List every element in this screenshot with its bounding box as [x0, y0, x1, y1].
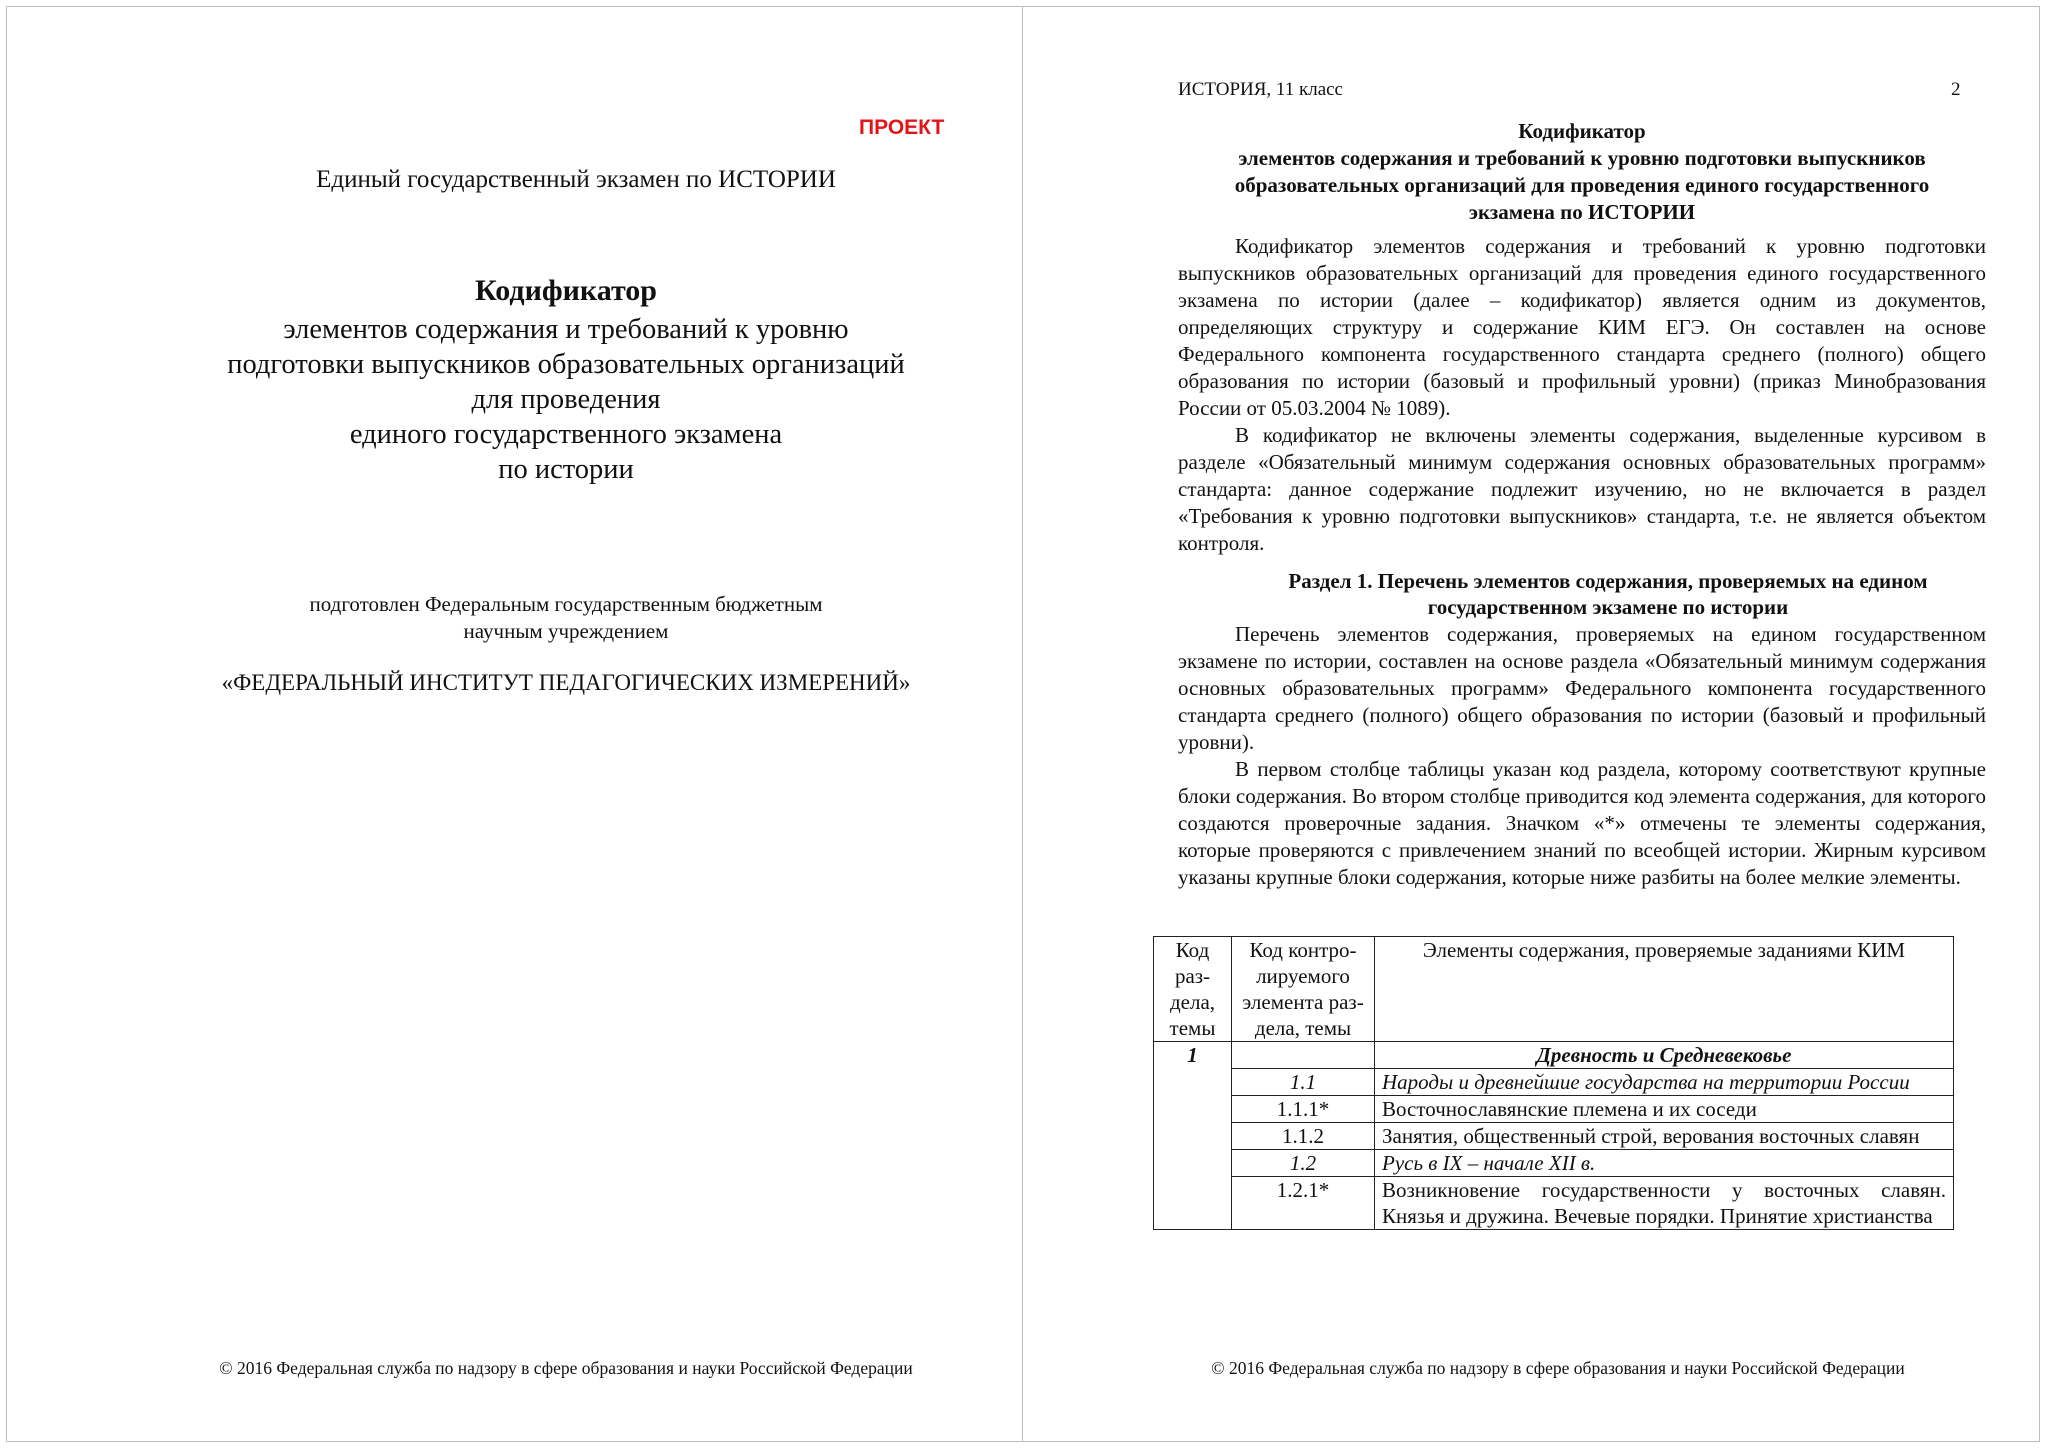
header-section-code: Код раз-дела, темы [1154, 937, 1232, 1042]
prepared-by-line: научным учреждением [463, 619, 669, 643]
codifier-heading [1178, 118, 1986, 226]
exam-title: Единый государственный экзамен по ИСТОРИИ [316, 166, 836, 193]
header-elements: Элементы содержания, проверяемые заданиями КИМ [1375, 937, 1954, 1042]
section-heading [1178, 568, 1986, 620]
section-text [1178, 621, 1986, 891]
element-code-cell: 1.2 [1232, 1150, 1375, 1177]
copyright-right: © 2016 Федеральная служба по надзору в сфере образования и науки Российской Федерации [1211, 1358, 1905, 1378]
doc-subtitle-line: элементов содержания и требований к уровню [283, 314, 849, 345]
table-row [1154, 1150, 1954, 1177]
element-code-cell: 1.1 [1232, 1069, 1375, 1096]
left-page [6, 6, 1022, 1442]
element-text-cell: Русь в IX – начале XII в. [1375, 1150, 1954, 1177]
prepared-by [126, 591, 1006, 645]
codifier-heading-line: экзамена по ИСТОРИИ [1468, 200, 1696, 224]
section-heading-line: государственном экзамене по истории [1427, 595, 1789, 619]
doc-subtitle [126, 312, 1006, 487]
element-code-cell: 1.2.1* [1232, 1177, 1375, 1230]
element-code-cell: 1.1.2 [1232, 1123, 1375, 1150]
prepared-by-line: подготовлен Федеральным государственным бюджетным [309, 592, 823, 616]
section-paragraph: В первом столбце таблицы указан код раздела, которому соответствуют крупные блоки содержания. Во втором столбце приводится код элемента содержания, для которого создаются проверочные задания. Значком «*» отмечены те элементы содержания, которые проверяются с привлечением знаний по всеобщей истории. Жирным курсивом указаны крупные блоки содержания, которые ниже разбиты на более мелкие элементы. [1178, 757, 1986, 889]
project-stamp: ПРОЕКТ [859, 116, 945, 139]
element-text-cell: Возникновение государственности у восточных славян. Князья и дружина. Вечевые порядки. Принятие христианства [1375, 1177, 1954, 1230]
institute-name: «ФЕДЕРАЛЬНЫЙ ИНСТИТУТ ПЕДАГОГИЧЕСКИХ ИЗМЕРЕНИЙ» [221, 670, 911, 695]
intro-paragraph: В кодификатор не включены элементы содержания, выделенные курсивом в разделе «Обязательный минимум содержания основных образовательных программ» стандарта: данное содержание подлежит изучению, но не включается в раздел «Требования к уровню подготовки выпускников» стандарта, т.е. не является объектом контроля. [1178, 423, 1986, 555]
doc-subtitle-line: по истории [498, 454, 634, 485]
intro-paragraph: Кодификатор элементов содержания и требований к уровню подготовки выпускников образовательных организаций для проведения единого государственного экзамена по истории (далее – кодификатор) является одним из документов, определяющих структуру и содержание КИМ ЕГЭ. Он составлен на основе Федерального компонента государственного стандарта среднего (полного) общего образования по истории (базовый и профильный уровни) (приказ Минобразования России от 05.03.2004 № 1089). [1178, 234, 1986, 420]
table-row [1154, 1069, 1954, 1096]
doc-title: Кодификатор [475, 274, 657, 307]
codifier-heading-line: элементов содержания и требований к уровню подготовки выпускников [1238, 146, 1926, 170]
element-text-cell: Народы и древнейшие государства на территории России [1375, 1069, 1954, 1096]
table-row [1154, 1042, 1954, 1069]
table-row [1154, 1177, 1954, 1230]
section-heading-line: Раздел 1. Перечень элементов содержания, проверяемых на едином [1288, 569, 1928, 593]
header-element-code: Код контро-лируемого элемента раз-дела, темы [1232, 937, 1375, 1042]
running-header: ИСТОРИЯ, 11 класс [1178, 79, 1343, 100]
empty-cell [1232, 1042, 1375, 1069]
table-row [1154, 1096, 1954, 1123]
intro-text [1178, 233, 1986, 557]
section-paragraph: Перечень элементов содержания, проверяемых на едином государственном экзамене по истории, составлен на основе раздела «Обязательный минимум содержания основных образовательных программ» Федерального компонента государственного стандарта среднего (полного) общего образования по истории (базовый и профильный уровни). [1178, 622, 1986, 754]
doc-subtitle-line: единого государственного экзамена [349, 419, 783, 450]
doc-subtitle-line: для проведения [471, 384, 661, 415]
section-name-cell: Древность и Средневековье [1375, 1042, 1954, 1069]
codifier-heading-line: образовательных организаций для проведения единого государственного [1234, 173, 1930, 197]
element-code-cell: 1.1.1* [1232, 1096, 1375, 1123]
element-text-cell: Восточнославянские племена и их соседи [1375, 1096, 1954, 1123]
table-row [1154, 1123, 1954, 1150]
content-elements-table [1153, 936, 1954, 1230]
doc-subtitle-line: подготовки выпускников образовательных организаций [227, 349, 905, 380]
section-code-cell: 1 [1154, 1042, 1232, 1230]
table-header-row [1154, 937, 1954, 1042]
page-number: 2 [1951, 79, 1961, 100]
codifier-heading-line: Кодификатор [1518, 119, 1646, 143]
copyright-left: © 2016 Федеральная служба по надзору в сфере образования и науки Российской Федерации [219, 1358, 913, 1378]
element-text-cell: Занятия, общественный строй, верования восточных славян [1375, 1123, 1954, 1150]
right-page [1022, 6, 2040, 1442]
